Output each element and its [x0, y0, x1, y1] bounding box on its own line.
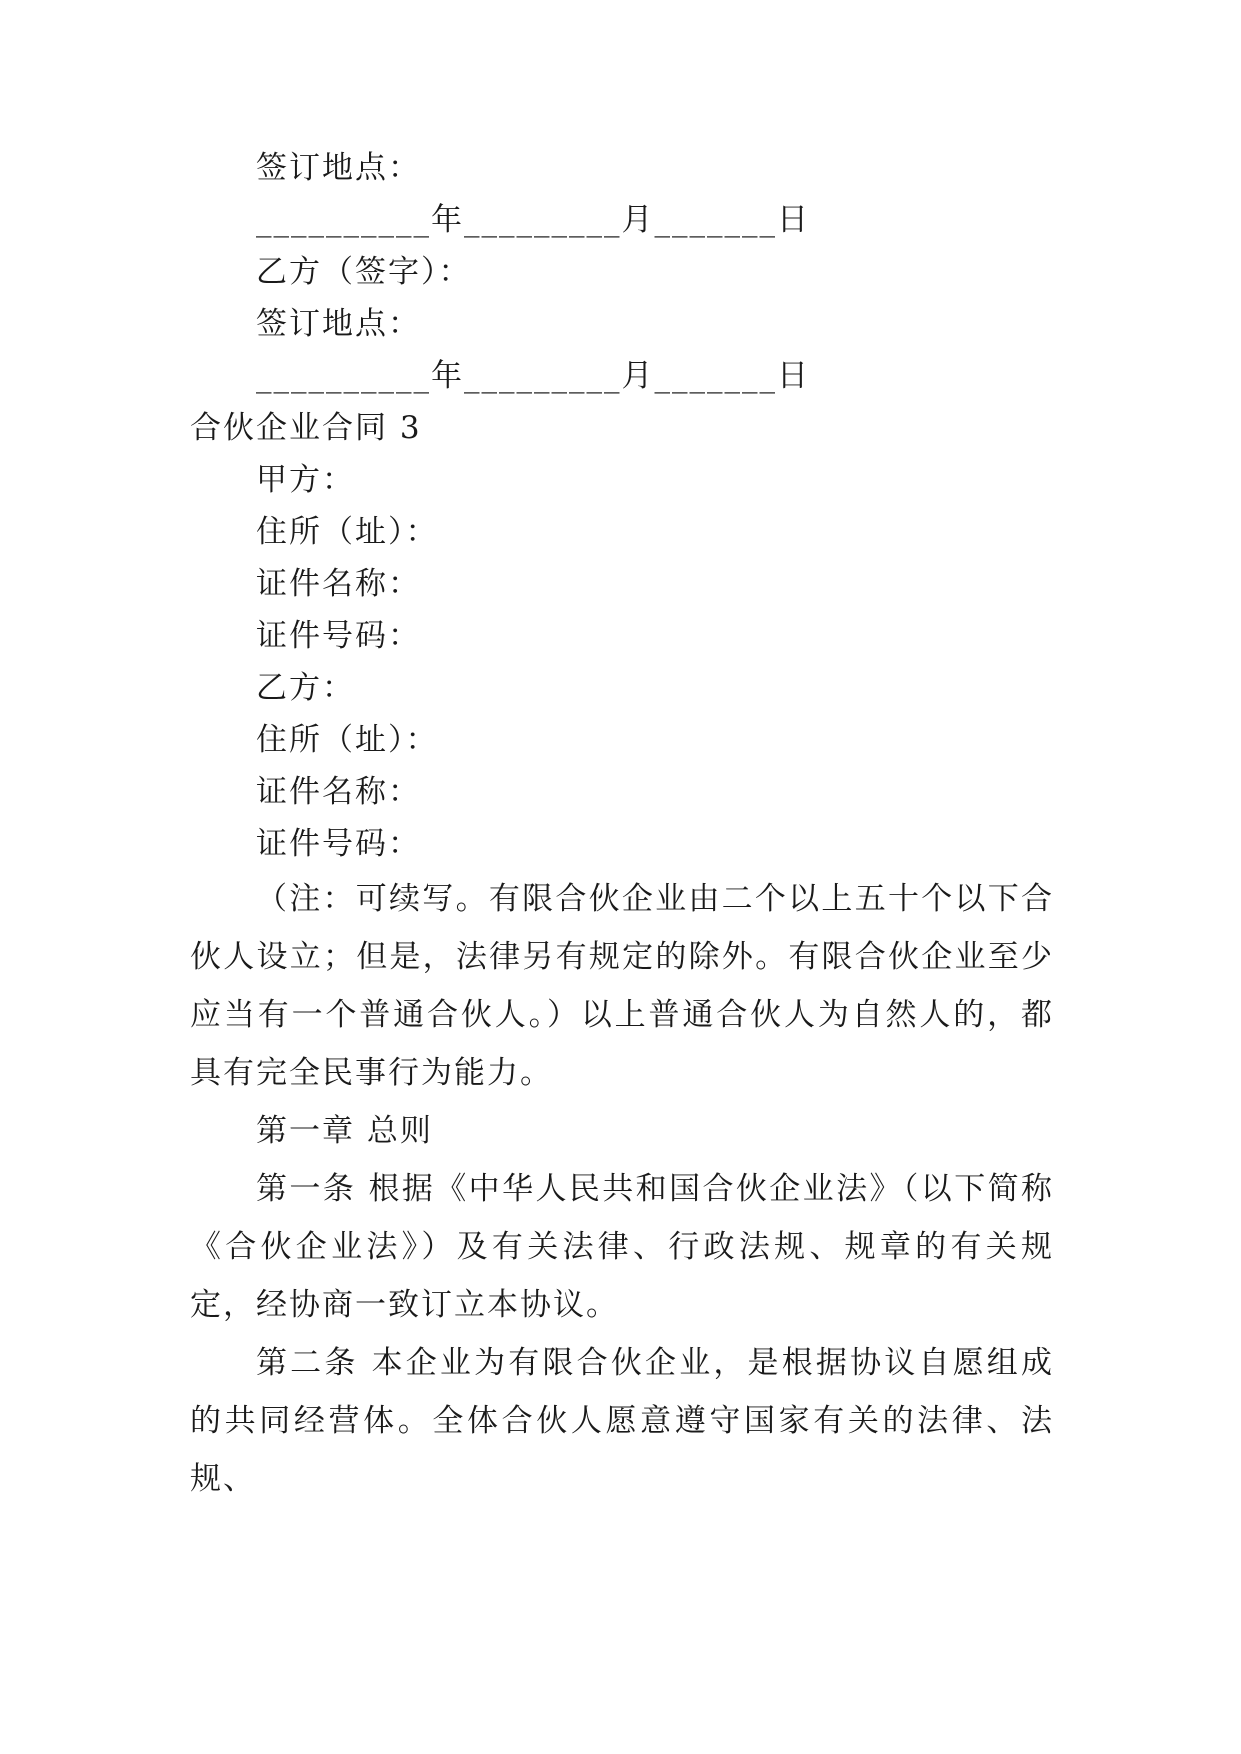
party-a-id-name-label: 证件名称：	[256, 566, 421, 602]
sign-place-label: 签订地点：	[256, 306, 421, 342]
party-b-id-name-label: 证件名称：	[256, 774, 421, 810]
party-b-label: 乙方：	[256, 670, 355, 706]
article-2-paragraph: 第二条 本企业为有限合伙企业，是根据协议自愿组成的共同经营体。全体合伙人愿意遵守国家有关的法律、法规、	[190, 1345, 1054, 1497]
party-a-address-label: 住所（址）：	[256, 514, 439, 550]
party-b-signature-label: 乙方（签字）：	[256, 254, 472, 290]
date-line: __________年_________月_______日	[256, 202, 810, 238]
date-line: __________年_________月_______日	[256, 358, 810, 394]
party-b-id-number-label: 证件号码：	[256, 826, 421, 862]
note-paragraph: （注：可续写。有限合伙企业由二个以上五十个以下合伙人设立；但是，法律另有规定的除外。有限合伙企业至少应当有一个普通合伙人。）以上普通合伙人为自然人的，都具有完全民事行为能力。	[190, 881, 1054, 1091]
sign-place-label: 签订地点：	[256, 150, 421, 186]
chapter-heading: 第一章 总则	[256, 1113, 433, 1149]
party-a-label: 甲方：	[256, 462, 355, 498]
party-b-address-label: 住所（址）：	[256, 722, 439, 758]
article-1-paragraph: 第一条 根据《中华人民共和国合伙企业法》（以下简称《合伙企业法》）及有关法律、行政法规、规章的有关规定，经协商一致订立本协议。	[190, 1171, 1054, 1323]
contract-title: 合伙企业合同 3	[190, 410, 422, 446]
party-a-id-number-label: 证件号码：	[256, 618, 421, 654]
